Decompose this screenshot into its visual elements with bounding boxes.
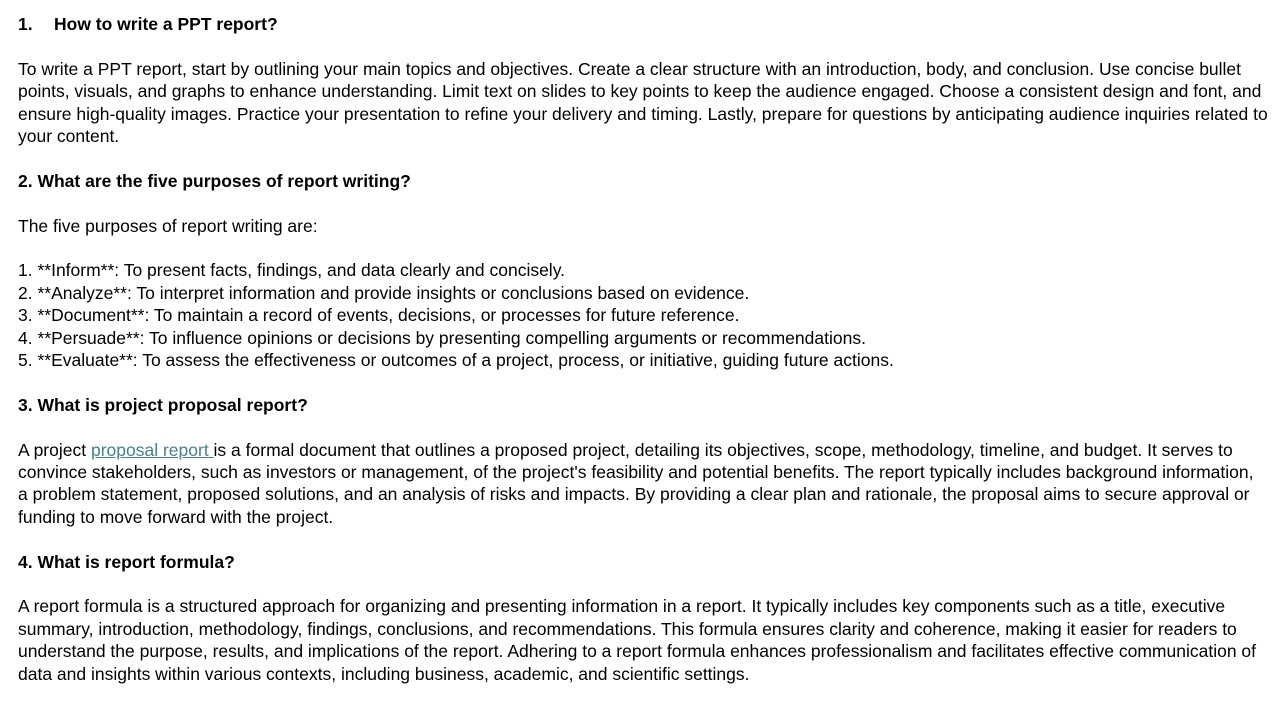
section-1-number: 1.	[18, 14, 33, 34]
section-1-heading-text: How to write a PPT report?	[54, 14, 278, 34]
section-3-heading: 3. What is project proposal report?	[18, 394, 308, 415]
list-item: 1. **Inform**: To present facts, findings, and data clearly and concisely.	[18, 260, 566, 281]
list-item: 5. **Evaluate**: To assess the effectiveness or outcomes of a project, process, or initiative, guiding future actions.	[18, 350, 894, 371]
section-3-body-end: is a formal document that outlines a proposed project, detailing its objectives, scope, methodology, timeline, and budget. It serves to convince stakeholders, such as investors or management, of the project's feasibility and potential benefits. The report typically includes background information, a problem statement, proposed solutions, and an analysis of risks and impacts. By providing a clear plan and rationale, the proposal aims to secure approval or funding to move forward with the project.	[18, 439, 1254, 527]
purposes-list	[18, 259, 1268, 371]
section-3-body-start: A project	[18, 439, 91, 460]
proposal-report-link[interactable]: proposal report	[90, 439, 214, 460]
section-2-intro: The five purposes of report writing are:	[18, 215, 318, 236]
section-3-body	[18, 439, 1268, 529]
list-item: 4. **Persuade**: To influence opinions or decisions by presenting compelling arguments or recommendations.	[18, 327, 866, 348]
section-4-heading: 4. What is report formula?	[18, 551, 235, 572]
section-4-body: A report formula is a structured approach for organizing and presenting information in a report. It typically includes key components such as a title, executive summary, introduction, methodology, findings, conclusions, and recommendations. This formula ensures clarity and coherence, making it easier for readers to understand the purpose, results, and implications of the report. Adhering to a report formula enhances professionalism and facilitates effective communication of data and insights within various contexts, including business, academic, and scientific settings.	[18, 596, 1257, 684]
faq-document	[18, 13, 1268, 707]
list-item: 2. **Analyze**: To interpret information and provide insights or conclusions based on evidence.	[18, 282, 750, 303]
section-1-heading	[18, 13, 1268, 35]
list-item: 3. **Document**: To maintain a record of events, decisions, or processes for future reference.	[18, 305, 740, 326]
section-2-heading: 2. What are the five purposes of report writing?	[18, 170, 411, 191]
section-1-body: To write a PPT report, start by outlining your main topics and objectives. Create a clear structure with an introduction, body, and conclusion. Use concise bullet points, visuals, and graphs to enhance understanding. Limit text on slides to key points to keep the audience engaged. Choose a consistent design and font, and ensure high-quality images. Practice your presentation to refine your delivery and timing. Lastly, prepare for questions by anticipating audience inquiries related to your content.	[18, 58, 1268, 147]
